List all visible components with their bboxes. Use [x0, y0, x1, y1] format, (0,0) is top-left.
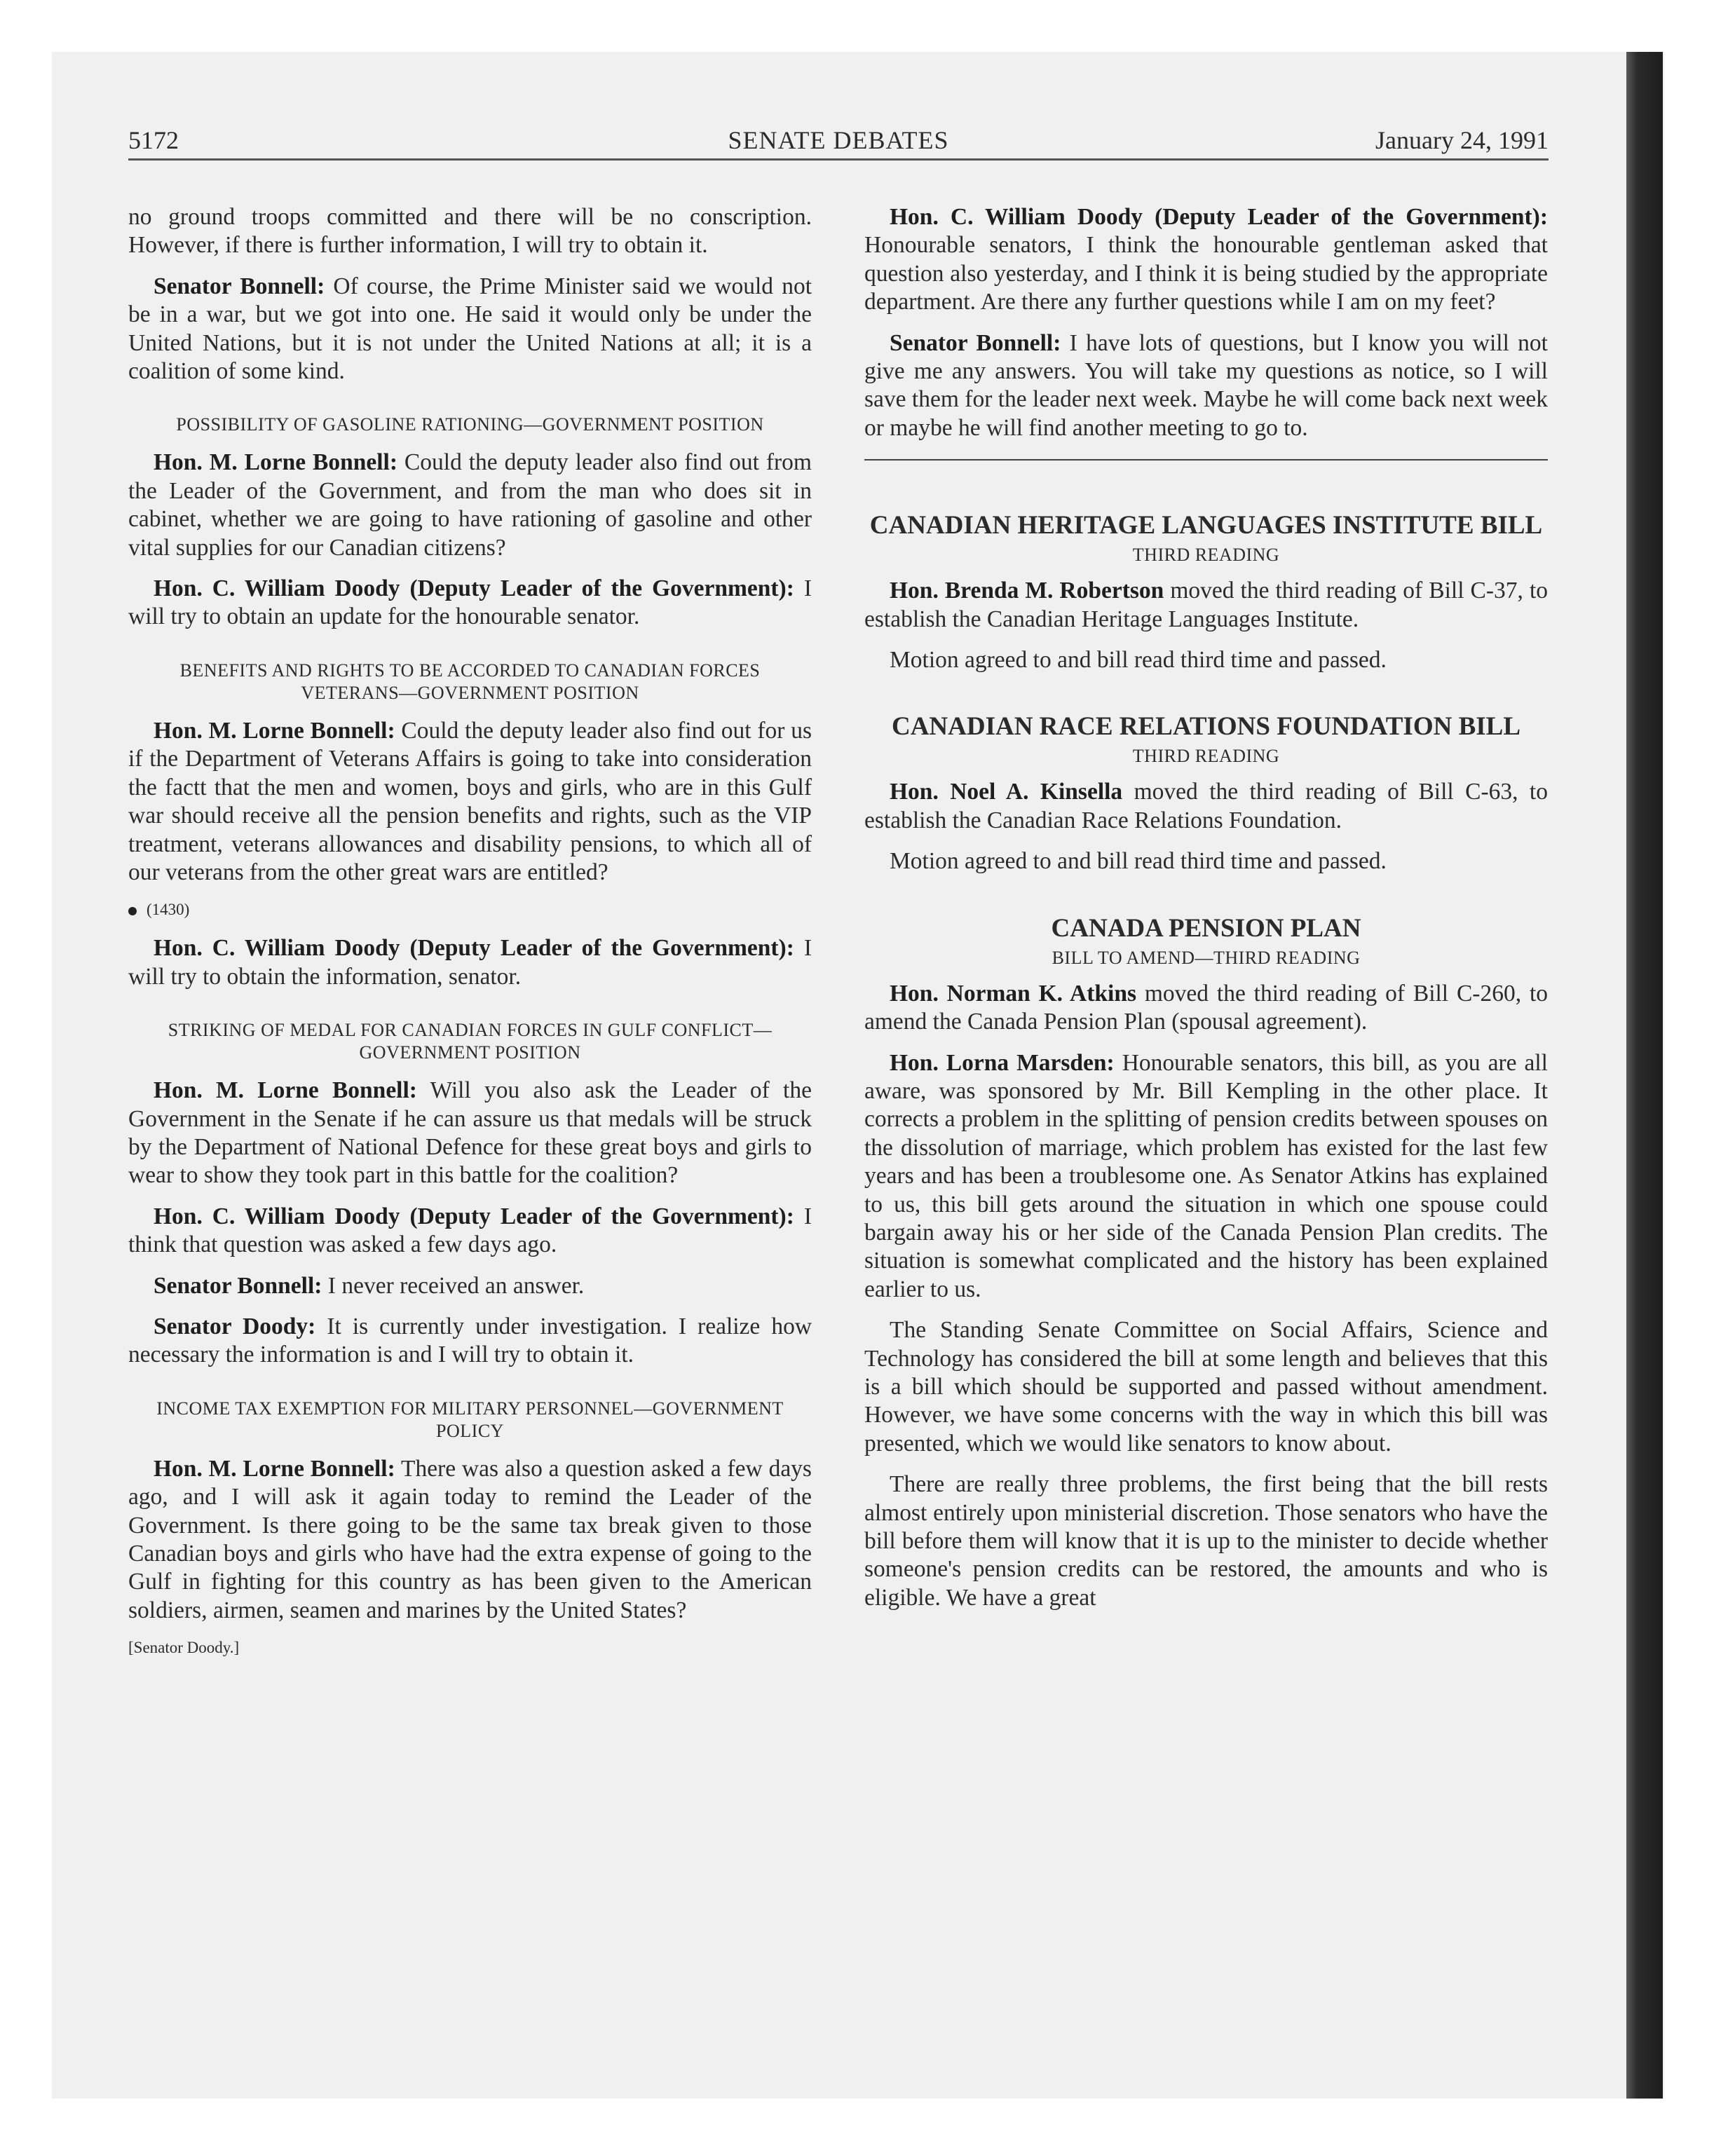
speech-text: I never received an answer.	[322, 1272, 585, 1299]
speech-text: Could the deputy leader also find out for us if the Department of Veterans Affairs is going to take into consideration the factt that the men and women, boys and girls, who are in this Gulf war should receive all the pension benefits and rights, such as the VIP treatment, veterans allowances and disability pensions, to which all of our veterans from the other great wars are entitled?	[128, 717, 812, 885]
speech-text: moved the third reading of Bill C-260, to amend the Canada Pension Plan (spousal agreement).	[864, 980, 1549, 1035]
paragraph	[128, 1455, 812, 1625]
bill-heading: CANADIAN RACE RELATIONS FOUNDATION BILL	[891, 712, 1520, 742]
speech-text: I think that question was asked a few days ago.	[128, 1203, 812, 1258]
left-column	[128, 203, 812, 1658]
speech-text: There was also a question asked a few days ago, and I will ask it again today to remind the Leader of the Government. Is there going to be the same tax break given to those Canadian boys and girls who have had the extra expense of going to the Gulf in fighting for this country as has been given to the American soldiers, airmen, seamen and marines by the United States?	[128, 1455, 812, 1623]
paragraph	[128, 575, 812, 632]
section-subheading: STRIKING OF MEDAL FOR CANADIAN FORCES IN GULF CONFLICT—GOVERNMENT POSITION	[168, 1020, 773, 1063]
bill-subheading: THIRD READING	[1132, 545, 1280, 566]
speech-text: Could the deputy leader also find out from the Leader of the Government, and from the man who does sit in cabinet, whether we are going to have rationing of gasoline and other vital supplies for our Canadian citizens?	[128, 449, 812, 561]
bill-subheading: BILL TO AMEND—THIRD READING	[1052, 947, 1361, 968]
motion-result: Motion agreed to and bill read third time and passed.	[890, 848, 1387, 875]
paragraph	[864, 329, 1548, 443]
scan-edge-shadow	[1626, 52, 1663, 2099]
paragraph	[128, 273, 812, 386]
speaker-name: Hon. M. Lorne Bonnell:	[154, 717, 395, 744]
speaker-name: Senator Bonnell:	[154, 273, 325, 299]
bill-subheading: THIRD READING	[1132, 746, 1280, 767]
speaker-name: Hon. C. William Doody (Deputy Leader of the Government):	[154, 575, 794, 602]
paragraph	[128, 1203, 812, 1260]
paragraph	[864, 980, 1548, 1037]
speaker-name: Senator Doody:	[154, 1313, 316, 1339]
speech-text: Honourable senators, this bill, as you are all aware, was sponsored by Mr. Bill Kempling in the other place. It corrects a problem in the splitting of pension credits between spouses on the dissolution of marriage, which problem has existed for the last few years and has been a troublesome one. As Senator Atkins has explained to us, this bill gets around the situation in which one spouse could bargain away his or her side of the Canada Pension Plan credits. The situation is somewhat complicated and the history has been explained earlier to us.	[864, 1049, 1548, 1302]
paragraph	[128, 717, 812, 887]
bill-heading: CANADIAN HERITAGE LANGUAGES INSTITUTE BILL	[869, 511, 1543, 540]
speech-text: Honourable senators, I think the honourable gentleman asked that question also yesterday, and I think it is being studied by the appropriate department. Are there any further questions while I am on my feet?	[864, 232, 1548, 315]
speaker-name: Hon. Brenda M. Robertson	[890, 578, 1164, 604]
speech-text: I will try to obtain an update for the honourable senator.	[128, 575, 812, 630]
speaker-name: Senator Bonnell:	[154, 1272, 322, 1299]
speech-text: moved the third reading of Bill C-63, to establish the Canadian Race Relations Foundation.	[864, 779, 1548, 833]
speaker-name: Hon. Lorna Marsden:	[890, 1049, 1115, 1076]
paragraph: There are really three problems, the first being that the bill rests almost entirely upon ministerial discretion. Those senators who have the bill before them will know that it is up to the minister to decide whether someone's pension credits can be restored, the amounts and who is eligible. We have a great	[864, 1471, 1548, 1611]
paragraph	[864, 1049, 1548, 1304]
publication-title: SENATE DEBATES	[728, 126, 949, 154]
section-subheading: BENEFITS AND RIGHTS TO BE ACCORDED TO CANADIAN FORCES VETERANS—GOVERNMENT POSITION	[179, 660, 761, 703]
bill-heading: CANADA PENSION PLAN	[1051, 913, 1361, 943]
speaker-name: Hon. Noel A. Kinsella	[890, 779, 1123, 805]
paragraph: The Standing Senate Committee on Social Affairs, Science and Technology has considered the bill at some length and believes that this is a bill which should be supported and passed without amendment. However, we have some concerns with the way in which this bill was presented, which we would like senators to know about.	[864, 1317, 1548, 1456]
paragraph	[864, 203, 1548, 317]
paragraph	[864, 577, 1548, 634]
right-column	[864, 203, 1548, 1625]
speaker-name: Hon. M. Lorne Bonnell:	[154, 1455, 395, 1482]
section-subheading: INCOME TAX EXEMPTION FOR MILITARY PERSONNEL—GOVERNMENT POLICY	[156, 1398, 784, 1441]
paragraph	[128, 1077, 812, 1190]
paragraph	[864, 778, 1548, 835]
speech-text: I have lots of questions, but I know you will not give me any answers. You will take my questions as notice, so I will save them for the leader next week. Maybe he will come back next week or maybe he will find another meeting to go to.	[864, 329, 1548, 441]
speaker-name: Hon. C. William Doody (Deputy Leader of the Government):	[890, 204, 1548, 230]
bullet-icon	[128, 907, 137, 915]
speaker-name: Hon. C. William Doody (Deputy Leader of the Government):	[154, 1203, 794, 1229]
speech-text: Of course, the Prime Minister said we would not be in a war, but we got into one. He said it would only be under the United Nations, but it is not under the United Nations at all; it is a coalition of some kind.	[128, 273, 812, 385]
speech-text: Will you also ask the Leader of the Government in the Senate if he can assure us that medals will be struck by the Department of National Defence for these great boys and girls to wear to show they took part in this battle for the coalition?	[128, 1077, 812, 1189]
page-number: 5172	[128, 126, 179, 154]
section-subheading: POSSIBILITY OF GASOLINE RATIONING—GOVERNMENT POSITION	[176, 414, 764, 435]
speaker-name: Hon. M. Lorne Bonnell:	[154, 1077, 417, 1104]
speaker-name: Hon. C. William Doody (Deputy Leader of the Government):	[154, 935, 794, 962]
speaker-name: Hon. Norman K. Atkins	[890, 980, 1137, 1007]
paragraph: no ground troops committed and there will be no conscription. However, if there is further information, I will try to obtain it.	[128, 204, 812, 259]
paragraph	[128, 449, 812, 562]
motion-result: Motion agreed to and bill read third time and passed.	[890, 647, 1387, 674]
speaker-name: Hon. M. Lorne Bonnell:	[154, 449, 398, 476]
speech-text: I will try to obtain the information, senator.	[128, 935, 812, 990]
time-marker-text: (1430)	[147, 901, 190, 919]
speech-text: moved the third reading of Bill C-37, to establish the Canadian Heritage Languages Institute.	[864, 578, 1548, 632]
speech-text: It is currently under investigation. I realize how necessary the information is and I will try to obtain it.	[128, 1313, 812, 1368]
paragraph	[128, 1313, 812, 1370]
continuation-note: [Senator Doody.]	[128, 1639, 240, 1657]
paragraph	[128, 934, 812, 991]
speaker-name: Senator Bonnell:	[890, 329, 1061, 356]
page-header	[128, 125, 1549, 161]
publication-date: January 24, 1991	[1375, 126, 1549, 154]
paragraph	[128, 1272, 812, 1300]
time-marker	[128, 899, 812, 920]
